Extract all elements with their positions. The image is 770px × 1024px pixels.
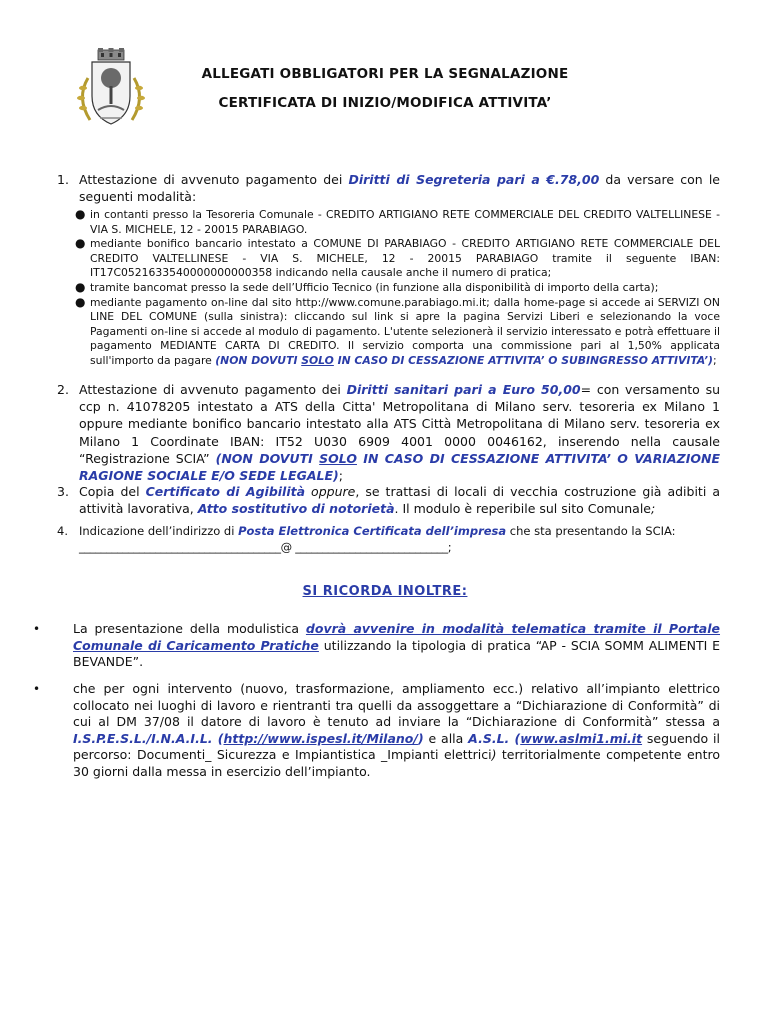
payment-option: ● tramite bancomat presso la sede dell’Ufficio Tecnico (in funzione alla disponibilità di importo della carta); bbox=[75, 279, 659, 294]
document-title-line-2: CERTIFICATA DI INIZIO/MODIFICA ATTIVITA’ bbox=[218, 95, 552, 111]
payment-option: ● in contanti presso la Tesoreria Comunale - CREDITO ARTIGIANO RETE COMMERCIALE DEL CREDITO VALTELLINESE - VIA S. MICHELE, 12 - 20015 PARABIAGO. bbox=[75, 207, 720, 236]
payment-option: ● mediante pagamento on-line dal sito http://www.comune.parabiago.mi.it; dalla home-page si accede ai SERVIZI ON LINE DEL COMUNE (sulla sinistra): cliccando sul link si apre la pagina Servizi Liberi e selezionando la voce Pagamenti on-line si accede al modulo di pagamento. L'utente selezionerà il servizio interessato e potrà effettuare il pagamento MEDIANTE CARTA DI CREDITO. Il servizio comporta una commissione pari al 1,50% applicata sull'importo da pagare (NON DOVUTI SOLO IN CASO DI CESSAZIONE ATTIVITA’ O SUBINGRESSO ATTIVITA’); bbox=[75, 294, 720, 367]
asl-link[interactable]: www.aslmi1.mi.it bbox=[520, 730, 643, 746]
emphasis-text: Posta Elettronica Certificata dell’impresa bbox=[238, 524, 507, 538]
document-title-line-1: ALLEGATI OBBLIGATORI PER LA SEGNALAZIONE bbox=[201, 66, 569, 82]
item-number: 3. bbox=[57, 484, 69, 499]
reminder-note-1: • La presentazione della modulistica dovrà avvenire in modalità telematica tramite il Portale Comunale di Caricamento Pratiche utilizzando la tipologia di pratica “AP - SCIA SOMM ALIMENTI E BEVANDE”. bbox=[33, 621, 721, 669]
list-item-3 bbox=[57, 483, 720, 517]
list-item-2 bbox=[57, 381, 720, 484]
item-number: 4. bbox=[57, 524, 68, 538]
emphasis-text: Diritti di Segreteria pari a €.78,00 bbox=[348, 172, 600, 187]
list-item-4 bbox=[57, 523, 720, 555]
emphasis-text: Certificato di Agibilità bbox=[145, 484, 306, 499]
portal-link[interactable]: dovrà avvenire in modalità telematica tramite il Portale Comunale di Caricamento Pratiche bbox=[73, 621, 721, 653]
list-item-1 bbox=[57, 171, 720, 369]
item-number: 2. bbox=[57, 382, 69, 397]
reminder-heading: SI RICORDA INOLTRE: bbox=[302, 584, 468, 599]
emphasis-text: Diritti sanitari pari a Euro 50,00 bbox=[346, 382, 581, 397]
item-text: Copia del Certificato di Agibilità oppure, se trattasi di locali di vecchia costruzione già adibiti a attività lavorativa, Atto sostitutivo di notorietà. Il modulo è reperibile sul sito Comunale; bbox=[79, 484, 720, 517]
item-text: Attestazione di avvenuto pagamento dei Diritti sanitari pari a Euro 50,00= con versamento su ccp n. 41078205 intestato a ATS della Citta' Metropolitana di Milano serv. tesoreria ex Milano 1 oppure mediante bonifico bancario intestato alla ATS Città Metropolitana di Milano serv. tesoreria ex Milano 1 Coordinate IBAN: IT52 U030 6909 4001 0000 0046162, inserendo nella causale “Registrazione SCIA” (NON DOVUTI SOLO IN CASO DI CESSAZIONE ATTIVITA’ O VARIAZIONE RAGIONE SOCIALE E/O SEDE LEGALE); bbox=[79, 382, 721, 484]
item-number: 1. bbox=[57, 172, 69, 187]
pec-address-field[interactable]: _____________________________________@ ____________________________; bbox=[79, 540, 452, 554]
reminder-note-2: • che per ogni intervento (nuovo, trasformazione, ampliamento ecc.) relativo all’impianto elettrico collocato nei luoghi di lavoro e rientranti tra quelli da assoggettare a “Dichiarazione di Conformità” di cui al DM 37/08 il datore di lavoro è tenuto ad inviare la “Dichiarazione di Conformità” stessa a I.S.P.E.S.L./I.N.A.I.L. (http://www.ispesl.it/Milano/) e alla A.S.L. (www.aslmi1.mi.it seguendo il percorso: Documenti_ Sicurezza e Impiantistica _Impianti elettrici) territorialmente competente entro 30 giorni dalla messa in esercizio dell’impianto. bbox=[33, 681, 720, 779]
item-text: Attestazione di avvenuto pagamento dei Diritti di Segreteria pari a €.78,00 da versare con le seguenti modalità: bbox=[79, 172, 720, 204]
item-text: Indicazione dell’indirizzo di Posta Elettronica Certificata dell’impresa che sta presentando la SCIA: bbox=[79, 524, 676, 538]
ispesl-link[interactable]: http://www.ispesl.it/Milano/ bbox=[223, 730, 418, 746]
municipal-crest-icon bbox=[70, 48, 152, 130]
payment-option: ● mediante bonifico bancario intestato a COMUNE DI PARABIAGO - CREDITO ARTIGIANO RETE COMMERCIALE DEL CREDITO VALTELLINESE - VIA S. MICHELE, 12 - 20015 PARABIAGO tramite il seguente IBAN: IT17C0521633540000000000358 indicando nella causale anche il numero di pratica; bbox=[75, 236, 720, 280]
